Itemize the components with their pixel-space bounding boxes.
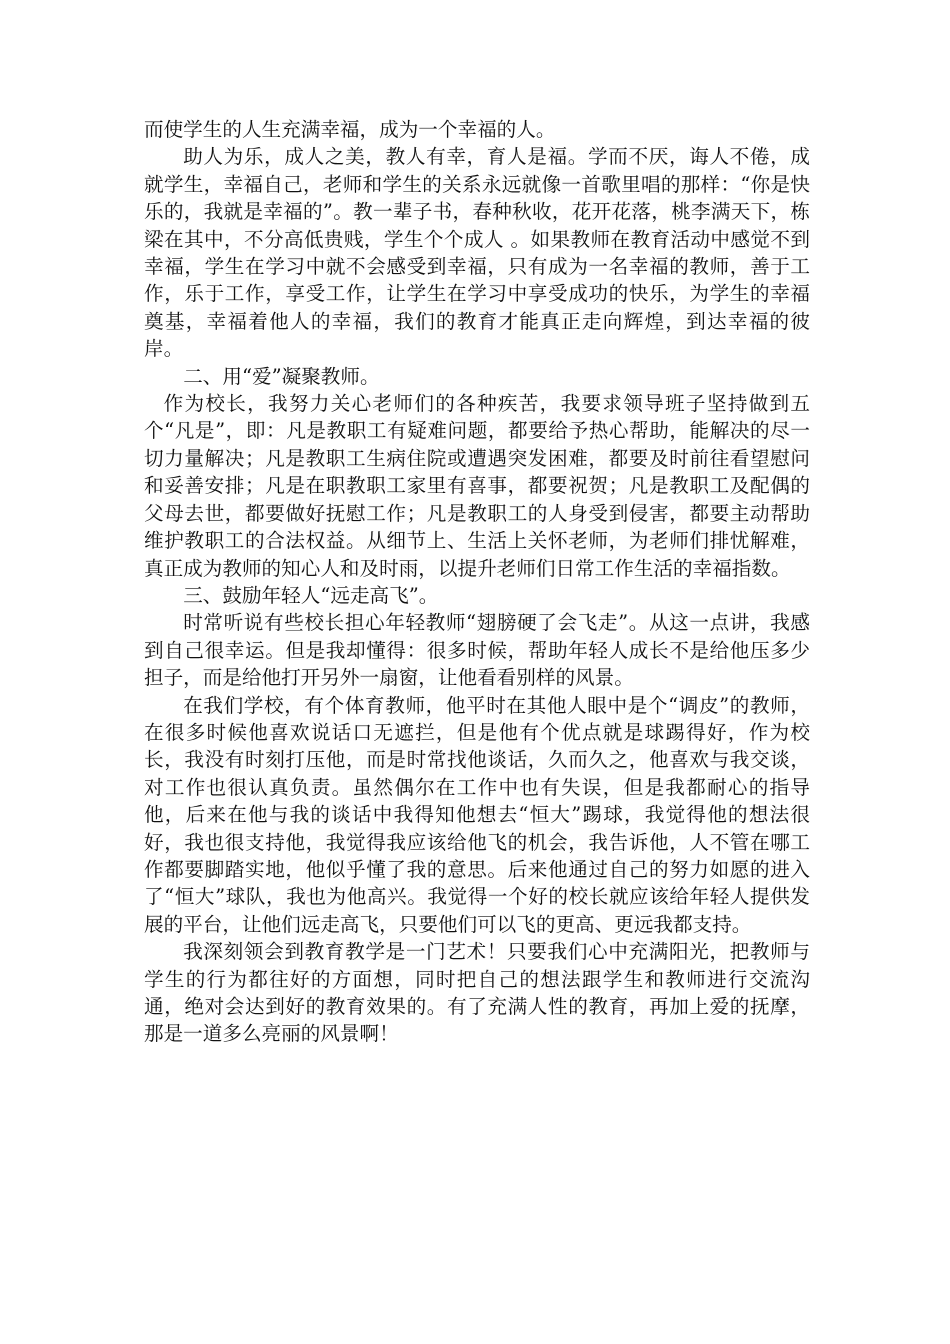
paragraph-pe-teacher: 在我们学校，有个体育教师，他平时在其他人眼中是个“调皮”的教师，在很多时候他喜欢说话口无遮拦，但是他有个优点就是球踢得好，作为校长，我没有时刻打压他，而是时常找他谈话，久而久之，他喜欢与我交谈，对工作也很认真负责。虽然偶尔在工作中也有失误，但是我都耐心的指导他，后来在他与我的谈话中我得知他想去“恒大”踢球，我觉得他的想法很好，我也很支持他，我觉得我应该给他飞的机会，我告诉他，人不管在哪工作都要脚踏实地，他似乎懂了我的意思。后来他通过自己的努力如愿的进入了“恒大”球队，我也为他高兴。我觉得一个好的校长就应该给年轻人提供发展的平台，让他们远走高飞，只要他们可以飞的更高、更远我都支持。 <box>144 693 810 936</box>
paragraph-young-teachers: 时常听说有些校长担心年轻教师“翅膀硬了会飞走”。从这一点讲，我感到自己很幸运。但是我却懂得：很多时候，帮助年轻人成长不是给他压多少担子，而是给他打开另外一扇窗，让他看看别样的风景。 <box>144 611 810 690</box>
paragraph-continuation: 而使学生的人生充满幸福，成为一个幸福的人。 <box>144 118 556 141</box>
paragraph-happiness: 助人为乐，成人之美，教人有幸，育人是福。学而不厌，诲人不倦，成就学生，幸福自己，老师和学生的关系永远就像一首歌里唱的那样：“你是快乐的，我就是幸福的”。教一辈子书，春种秋收，花开花落，桃李满天下，栋梁在其中，不分高低贵贱，学生个个成人 。如果教师在教育活动中感觉不到幸福，学生在学习中就不会感受到幸福，只有成为一名幸福的教师，善于工作，乐于工作，享受工作，让学生在学习中享受成功的快乐，为学生的幸福奠基，幸福着他人的幸福，我们的教育才能真正走向辉煌，到达幸福的彼岸。 <box>144 145 810 361</box>
document-body <box>144 116 810 1048</box>
section-heading-2: 二、用“爱”凝聚教师。 <box>183 364 380 388</box>
section-heading-3: 三、鼓励年轻人“远走高飞”。 <box>183 583 439 607</box>
paragraph-care-teachers: 作为校长，我努力关心老师们的各种疾苦，我要求领导班子坚持做到五个“凡是”，即：凡是教职工有疑难问题，都要给予热心帮助，能解决的尽一切力量解决；凡是教职工生病住院或遭遇突发困难，都要及时前往看望慰问和妥善安排；凡是在职教职工家里有喜事，都要祝贺；凡是教职工及配偶的父母去世，都要做好抚慰工作；凡是教职工的人身受到侵害，都要主动帮助维护教职工的合法权益。从细节上、生活上关怀老师，为老师们排忧解难，真正成为教师的知心人和及时雨，以提升老师们日常工作生活的幸福指数。 <box>144 392 810 580</box>
paragraph-conclusion: 我深刻领会到教育教学是一门艺术！只要我们心中充满阳光，把教师与学生的行为都往好的方面想，同时把自己的想法跟学生和教师进行交流沟通，绝对会达到好的教育效果的。有了充满人性的教育，再加上爱的抚摩，那是一道多么亮丽的风景啊！ <box>144 940 810 1046</box>
